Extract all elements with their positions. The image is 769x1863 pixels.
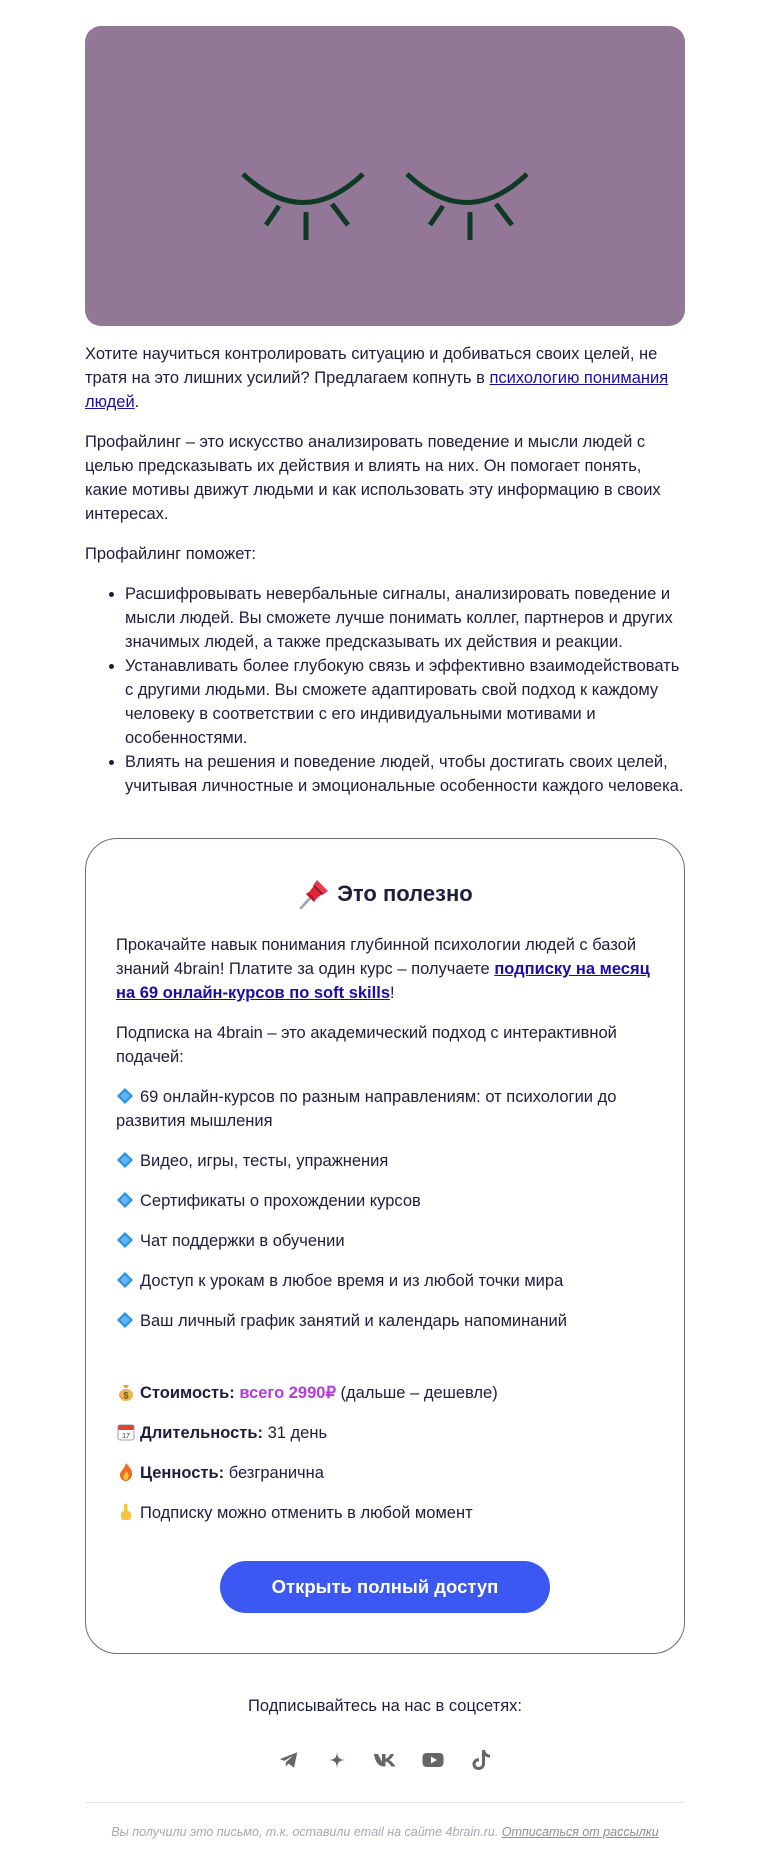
feature-item: Доступ к урокам в любое время и из любой точки мира (116, 1269, 654, 1293)
benefits-list (85, 582, 685, 798)
blue-diamond-icon (116, 1151, 134, 1169)
value-row: Ценность: безгранична (116, 1461, 654, 1485)
list-item: • Устанавливать более глубокую связь и эффективно взаимодействовать с другими людьми. Вы сможете адаптировать свой подход к каждому человеку в соответствии с его индивидуальными мотивами и особенностями. (125, 654, 685, 750)
pushpin-icon (297, 877, 331, 911)
svg-text:$: $ (123, 1390, 129, 1401)
profiling-helps-paragraph: Профайлинг поможет: (85, 545, 256, 563)
footer-divider (85, 1802, 685, 1803)
feature-item: Сертификаты о прохождении курсов (116, 1189, 654, 1213)
vk-icon[interactable] (373, 1748, 397, 1772)
psychology-link[interactable]: психологию понимания людей (85, 369, 669, 411)
feature-item: Чат поддержки в обучении (116, 1229, 654, 1253)
duration-row: 17 Длительность: 31 день (116, 1421, 654, 1445)
pointing-finger-icon (116, 1502, 136, 1522)
card-paragraph-1: Прокачайте навык понимания глубинной психологии людей с базой знаний 4brain! Платите за один курс – получаете подписку на месяц на 69 онлайн-курсов по soft skills! (116, 936, 650, 1002)
calendar-icon (116, 1422, 136, 1442)
tiktok-icon[interactable] (469, 1748, 493, 1772)
list-item: • Расшифровывать невербальные сигналы, анализировать поведение и мысли людей. Вы сможете лучше понимать коллег, партнеров и других значимых людей, а также предсказывать их действия и реакции. (125, 582, 685, 654)
feature-item: 69 онлайн-курсов по разным направлениям: от психологии до развития мышления (116, 1088, 617, 1130)
money-bag-icon (116, 1382, 136, 1402)
blue-diamond-icon (116, 1271, 134, 1289)
feature-item: Ваш личный график занятий и календарь напоминаний (116, 1309, 654, 1333)
dzen-icon[interactable] (325, 1748, 349, 1772)
cancel-row: Подписку можно отменить в любой момент (116, 1501, 654, 1525)
feature-item: Видео, игры, тесты, упражнения (116, 1149, 654, 1173)
intro-paragraph: Хотите научиться контролировать ситуацию и добиваться своих целей, не тратя на это лишних усилий? Предлагаем копнуть в психологию понимания людей. (85, 345, 669, 411)
profiling-paragraph: Профайлинг – это искусство анализировать поведение и мысли людей с целью предсказывать их действия и влиять на них. Он помогает понять, какие мотивы движут людьми и как использовать эту информацию в своих интересах. (85, 433, 661, 523)
telegram-icon[interactable] (277, 1748, 301, 1772)
blue-diamond-icon (116, 1311, 134, 1329)
youtube-icon[interactable] (421, 1748, 445, 1772)
card-paragraph-2: Подписка на 4brain – это академический подход с интерактивной подачей: (116, 1024, 617, 1066)
email-body (85, 26, 685, 1841)
fire-icon (116, 1462, 136, 1482)
svg-text:17: 17 (122, 1433, 130, 1440)
open-full-access-button[interactable]: Открыть полный доступ (220, 1561, 550, 1613)
blue-diamond-icon (116, 1191, 134, 1209)
footer-text: Вы получили это письмо, т.к. оставили email на сайте 4brain.ru. Отписаться от рассылки (111, 1825, 659, 1839)
social-links (85, 1748, 685, 1772)
closed-eyes-icon (85, 26, 685, 326)
subscription-link[interactable]: подписку на месяц на 69 онлайн-курсов по soft skills (116, 960, 650, 1002)
blue-diamond-icon (116, 1231, 134, 1249)
social-title: Подписывайтесь на нас в соцсетях: (248, 1697, 522, 1715)
card-title: Это полезно (116, 875, 654, 909)
price-row: $ Стоимость: всего 2990₽ (дальше – дешевле) (116, 1381, 654, 1405)
blue-diamond-icon (116, 1087, 134, 1105)
list-item: • Влиять на решения и поведение людей, чтобы достигать своих целей, учитывая личностные и эмоциональные особенности каждого человека. (125, 750, 685, 798)
useful-card (85, 838, 685, 1654)
unsubscribe-link[interactable]: Отписаться от рассылки (501, 1825, 659, 1839)
hero-banner (85, 26, 685, 326)
